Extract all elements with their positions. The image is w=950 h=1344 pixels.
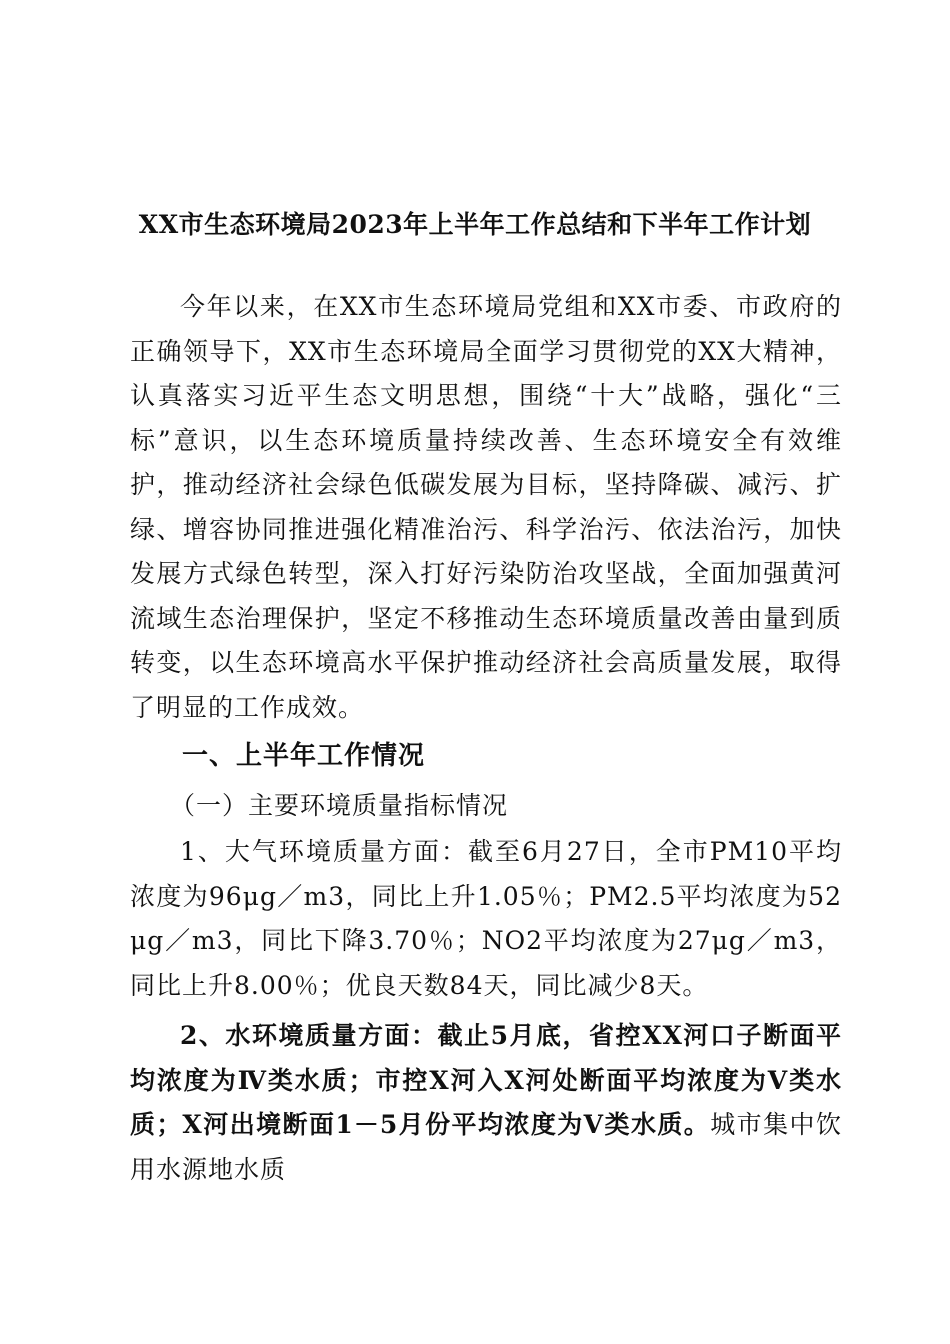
document-title: XX市生态环境局2023年上半年工作总结和下半年工作计划 <box>138 210 812 239</box>
air-quality-paragraph: 1、大气环境质量方面：截至6月27日，全市PM10平均浓度为96μg／m3，同比上升1.05％；PM2.5平均浓度为52μg／m3，同比下降3.70％；NO2平均浓度为27μg／m3，同比上升8.00％；优良天数84天，同比减少8天。 <box>130 837 842 1000</box>
water-quality-bold-text: 2、水环境质量方面：截止5月底，省控XX河口子断面平均浓度为Ⅳ类水质；市控X河入X河处断面平均浓度为Ⅴ类水质；X河出境断面1－5月份平均浓度为Ⅴ类水质。 <box>130 1021 842 1139</box>
water-quality-paragraph <box>130 1014 842 1192</box>
water-quality-normal-text: 城市集中饮用水源地水质 <box>130 1110 842 1184</box>
section-heading-first-half: 一、上半年工作情况 <box>182 741 426 771</box>
subsection-heading-indicators: （一）主要环境质量指标情况 <box>170 791 509 820</box>
intro-paragraph: 今年以来，在XX市生态环境局党组和XX市委、市政府的正确领导下，XX市生态环境局全面学习贯彻党的XX大精神，认真落实习近平生态文明思想，围绕“十大”战略，强化“三标”意识，以生态环境质量持续改善、生态环境安全有效维护，推动经济社会绿色低碳发展为目标，坚持降碳、减污、扩绿、增容协同推进强化精准治污、科学治污、依法治污，加快发展方式绿色转型，深入打好污染防治攻坚战，全面加强黄河流域生态治理保护，坚定不移推动生态环境质量改善由量到质转变，以生态环境高水平保护推动经济社会高质量发展，取得了明显的工作成效。 <box>130 292 842 722</box>
document-body <box>130 285 842 1192</box>
